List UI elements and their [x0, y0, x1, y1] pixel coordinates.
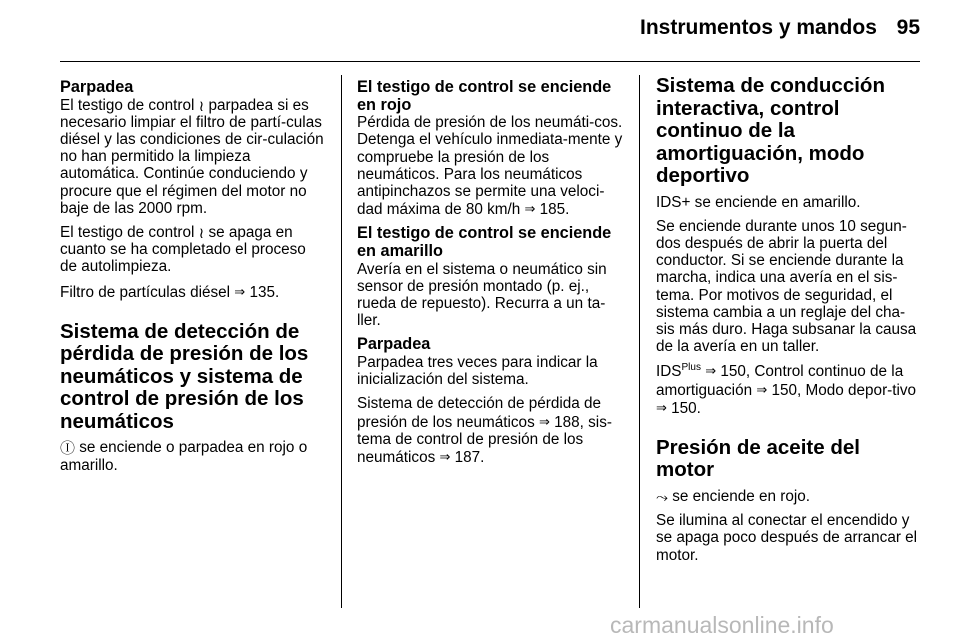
text: se enciende o parpadea en rojo o amarillo.: [60, 439, 308, 474]
paragraph: Se enciende durante unos 10 segun-dos después de abrir la puerta del conductor. Si se enciende durante la marcha, indica una avería en el sis-tema. Por motivos de seguridad, el sistema cambia a un reglaje del cha-sis más duro. Haga subsanar la causa de la avería en un taller.: [656, 217, 917, 356]
text: 187.: [454, 449, 485, 467]
oil-can-icon: ⤳: [656, 488, 669, 506]
text: 185.: [539, 201, 570, 219]
page-ref-arrow-icon: ⇒: [538, 413, 550, 429]
text: IDS: [656, 363, 682, 381]
page-ref-arrow-icon: ⇒: [656, 399, 667, 415]
page-number: 95: [896, 16, 920, 39]
heading-tpms: Sistema de detección de pérdida de presión de los neumáticos y sistema de control de presión de los neumáticos: [60, 319, 309, 433]
text: El testigo de control: [60, 224, 195, 242]
paragraph: [60, 439, 325, 473]
column-3: [656, 75, 921, 571]
text: se enciende en rojo.: [672, 487, 811, 505]
diesel-filter-icon: ≀: [198, 97, 205, 115]
text: Filtro de partículas diésel: [60, 283, 231, 301]
diesel-filter-icon: ≀: [198, 225, 205, 243]
heading-parpadea: Parpadea: [357, 335, 431, 354]
paragraph: Se ilumina al conectar el encendido y se apaga poco después de arrancar el motor.: [656, 512, 918, 564]
superscript: Plus: [681, 362, 701, 374]
paragraph: IDS+ se enciende en amarillo.: [656, 193, 861, 211]
heading-amarillo: El testigo de control se enciende en amarillo: [357, 224, 612, 260]
tire-pressure-icon: Ⓘ: [60, 440, 76, 458]
page-header-title: Instrumentos y mandos: [640, 16, 877, 39]
paragraph: Avería en el sistema o neumático sin sensor de presión montado (p. ej., rueda de repuesto). Recurra a un ta-ller.: [357, 260, 607, 330]
page-ref-arrow-icon: ⇒: [234, 283, 246, 299]
text: se apaga en cuanto se ha completado el proceso de autolimpieza.: [60, 224, 306, 276]
heading-rojo: El testigo de control se enciende en rojo: [357, 78, 612, 114]
paragraph: [60, 97, 325, 217]
column-divider-left: [341, 75, 342, 608]
heading-oil-pressure: Presión de aceite del motor: [656, 435, 860, 482]
page-ref-arrow-icon: ⇒: [524, 201, 536, 217]
paragraph: [656, 488, 921, 505]
header-rule: [60, 61, 920, 62]
text: El testigo de control: [60, 96, 195, 114]
text: Pérdida de presión de los neumáti-cos. Detenga el vehículo inmediata-mente y compruebe la presión de los neumáticos. Para los neumáticos antipinchazos se permite una veloci-dad máxima de 80 km/h: [357, 114, 623, 219]
column-divider-right: [639, 75, 640, 608]
paragraph: [656, 362, 921, 417]
text: 150, Modo depor-tivo: [771, 381, 917, 399]
text: Sistema de detección de pérdida de presión de los neumáticos: [357, 395, 602, 431]
page-ref-arrow-icon: ⇒: [756, 381, 768, 397]
column-2: [357, 75, 625, 473]
paragraph: [60, 283, 325, 301]
paragraph: [60, 224, 325, 276]
paragraph: [357, 395, 625, 466]
text: 150, Control continuo de la amortiguación: [656, 363, 904, 399]
text: 188, sis-tema de control de presión de los neumáticos: [357, 413, 612, 467]
page-ref-arrow-icon: ⇒: [439, 449, 451, 465]
heading-ids: Sistema de conducción interactiva, control continuo de la amortiguación, modo deportivo: [656, 74, 885, 187]
text: parpadea si es necesario limpiar el filtro de partí-culas diésel y las condiciones de cir-culación no han permitido la limpieza automática. Continúe conduciendo y procure que el régimen del motor no baje de las 2000 rpm.: [60, 96, 324, 217]
watermark: carmanualsonline.info: [610, 612, 834, 638]
text: 150.: [671, 399, 701, 417]
text: 135.: [249, 283, 280, 301]
column-1: [60, 75, 325, 481]
page-ref-arrow-icon: ⇒: [705, 363, 717, 379]
paragraph: Parpadea tres veces para indicar la inicialización del sistema.: [357, 354, 598, 389]
paragraph: [357, 114, 625, 218]
heading-parpadea: Parpadea: [60, 78, 134, 96]
